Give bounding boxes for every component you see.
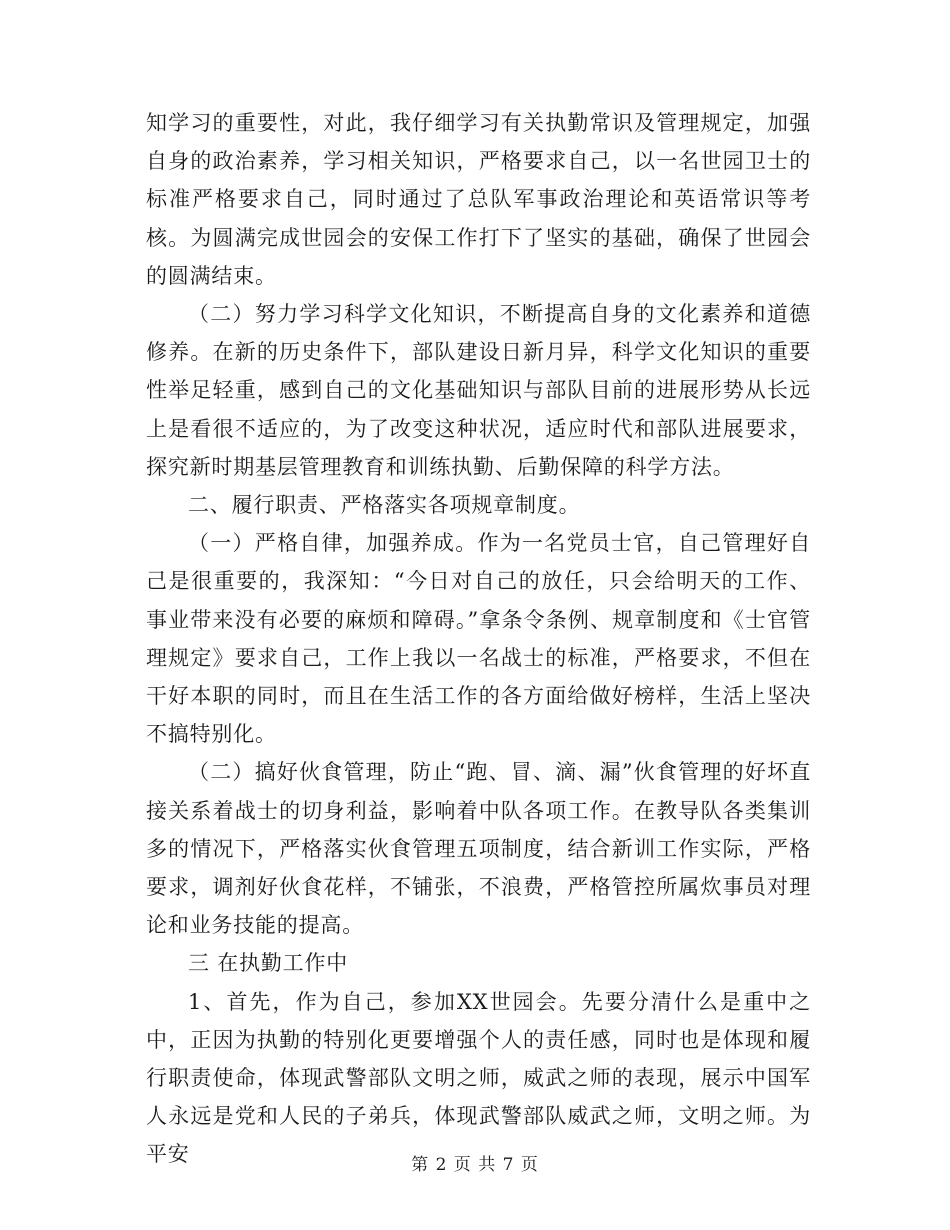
- section-heading-duties: 二、履行职责、严格落实各项规章制度。: [188, 493, 581, 518]
- page-number-footer: 第 2 页 共 7 页: [411, 1155, 539, 1175]
- section-heading-duty-work: 三 在执勤工作中: [188, 951, 349, 976]
- paragraph-study-culture: （二）努力学习科学文化知识，不断提高自身的文化素养和道德修养。在新的历史条件下，部队建设日新月异，科学文化知识的重要性举足轻重，感到自己的文化基础知识与部队目前的进展形势从长远上是看很不适应的，为了改变这种状况，适应时代和部队进展要求，探究新时期基层管理教育和训练执勤、后勤保障的科学方法。: [146, 302, 811, 479]
- paragraph-world-expo: 1、首先，作为自己，参加XX世园会。先要分清什么是重中之中，正因为执勤的特别化更要增强个人的责任感，同时也是体现和履行职责使命，体现武警部队文明之师，威武之师的表现，展示中国军人永远是党和人民的子弟兵，体现武警部队威武之师，文明之师。为平安: [146, 989, 811, 1167]
- paragraph-continuation: 知学习的重要性，对此，我仔细学习有关执勤常识及管理规定，加强自身的政治素养，学习相关知识，严格要求自己，以一名世园卫士的标准严格要求自己，同时通过了总队军事政治理论和英语常识等考核。为圆满完成世园会的安保工作打下了坚实的基础，确保了世园会的圆满结束。: [146, 111, 811, 288]
- paragraph-self-discipline: （一）严格自律，加强养成。作为一名党员士官，自己管理好自己是很重要的，我深知：“今日对自己的放任，只会给明天的工作、事业带来没有必要的麻烦和障碍。”拿条令条例、规章制度和《士官管理规定》要求自己，工作上我以一名战士的标准，严格要求，不但在干好本职的同时，而且在生活工作的各方面给做好榜样，生活上坚决不搞特别化。: [146, 531, 811, 747]
- document-body: [146, 104, 811, 1174]
- paragraph-food-management: （二）搞好伙食管理，防止“跑、冒、滴、漏”伙食管理的好坏直接关系着战士的切身利益，影响着中队各项工作。在教导队各类集训多的情况下，严格落实伙食管理五项制度，结合新训工作实际，严格要求，调剂好伙食花样，不铺张，不浪费，严格管控所属炊事员对理论和业务技能的提高。: [146, 760, 811, 938]
